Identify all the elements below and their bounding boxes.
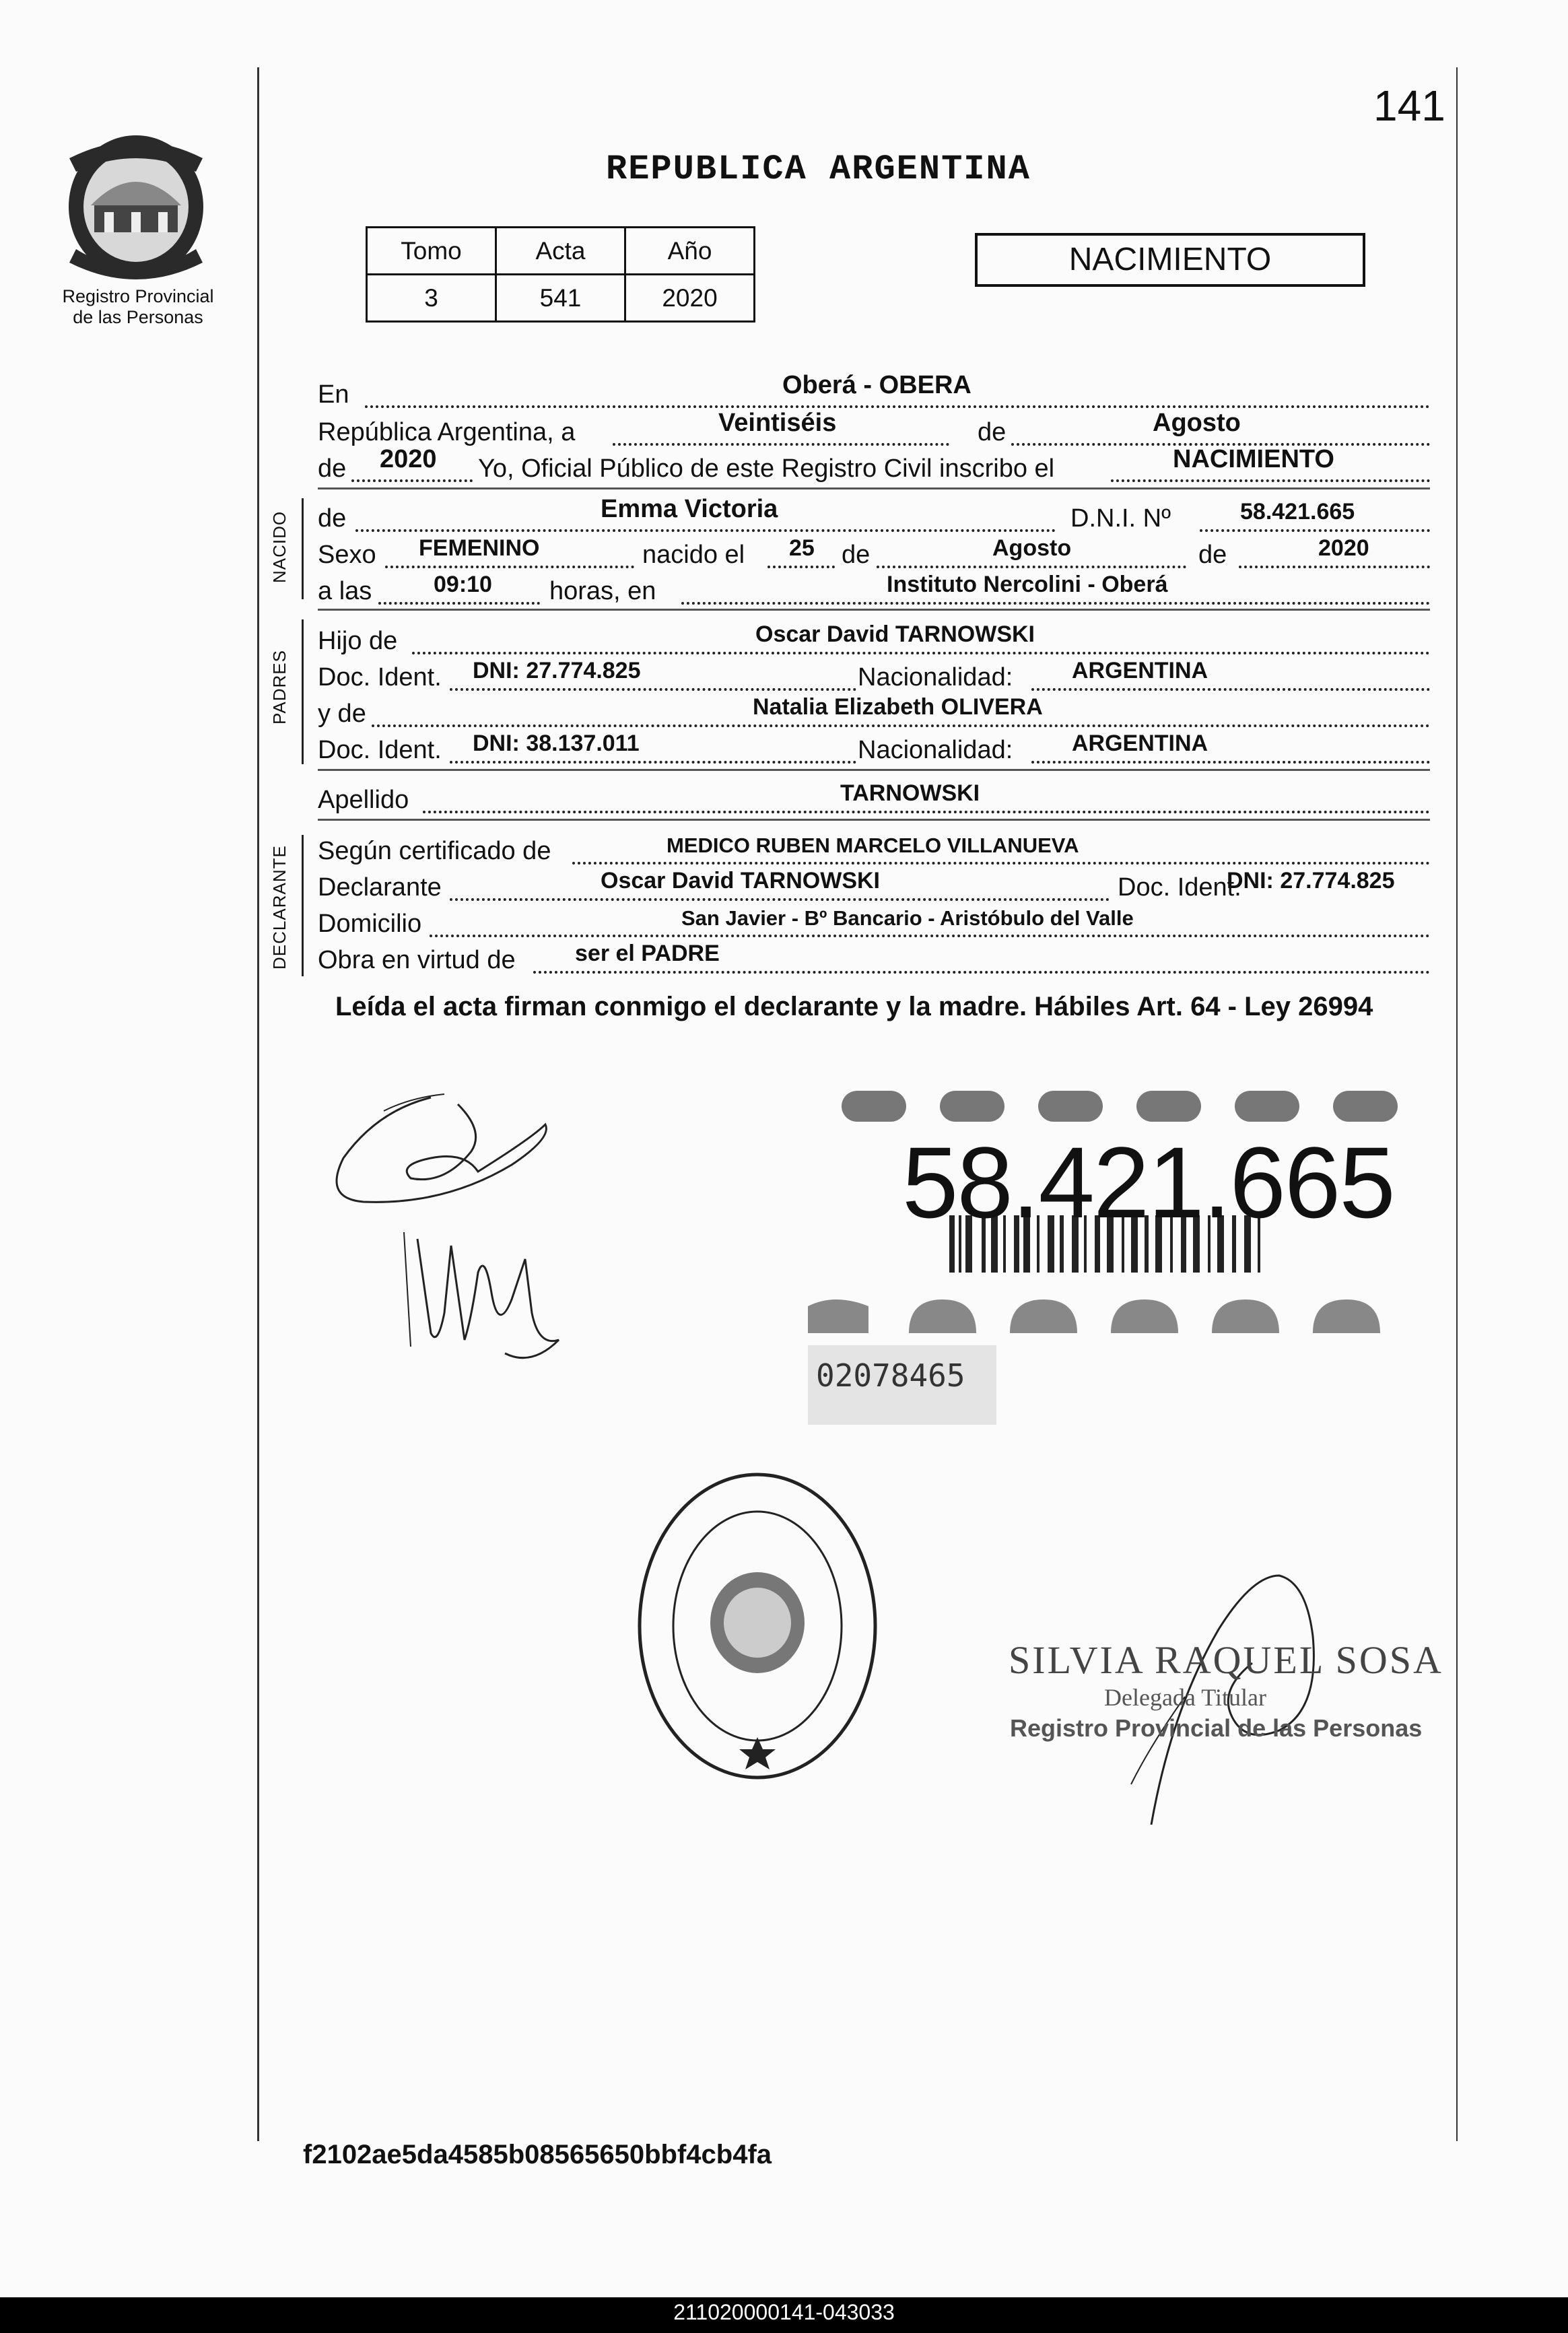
value-certificado: MEDICO RUBEN MARCELO VILLANUEVA bbox=[667, 834, 1079, 857]
header-anio: Año bbox=[625, 228, 755, 275]
value-acta: 541 bbox=[496, 275, 625, 322]
label-de-name: de bbox=[318, 504, 347, 533]
logo-caption-line2: de las Personas bbox=[73, 307, 203, 327]
value-birth-day: 25 bbox=[789, 535, 815, 561]
label-domicilio: Domicilio bbox=[318, 910, 422, 938]
declarante-label: DECLARANTE bbox=[269, 845, 289, 970]
separator-2 bbox=[318, 609, 1430, 611]
value-anio: 2020 bbox=[625, 275, 755, 322]
value-child-name: Emma Victoria bbox=[601, 495, 778, 523]
acta-table bbox=[366, 226, 755, 323]
value-father-doc: DNI: 27.774.825 bbox=[473, 658, 641, 683]
declarant-signature bbox=[310, 1084, 579, 1225]
value-decl-doc: DNI: 27.774.825 bbox=[1227, 868, 1395, 893]
value-inscribo: NACIMIENTO bbox=[1173, 445, 1334, 473]
header-acta: Acta bbox=[496, 228, 625, 275]
label-de-3: de bbox=[1198, 541, 1227, 569]
value-mother-doc: DNI: 38.137.011 bbox=[473, 731, 640, 756]
value-father: Oscar David TARNOWSKI bbox=[755, 621, 1035, 647]
label-apellido: Apellido bbox=[318, 786, 409, 814]
value-mother-nat: ARGENTINA bbox=[1072, 731, 1208, 756]
official-name: SILVIA RAQUEL SOSA bbox=[1009, 1638, 1443, 1682]
label-father-nat: Nacionalidad: bbox=[858, 663, 1013, 691]
label-de-2: de bbox=[842, 541, 871, 569]
nacido-label: NACIDO bbox=[269, 510, 289, 583]
label-nacido-el: nacido el bbox=[642, 541, 745, 569]
value-declarante: Oscar David TARNOWSKI bbox=[601, 868, 881, 893]
label-year-de: de bbox=[318, 454, 347, 483]
value-child-dni: 58.421.665 bbox=[1240, 499, 1355, 525]
row-inscribo bbox=[318, 445, 1430, 487]
value-month: Agosto bbox=[1153, 409, 1241, 437]
closing-statement: Leída el acta firman conmigo el declarante y la madre. Hábiles Art. 64 - Ley 26994 bbox=[335, 992, 1373, 1021]
padres-bracket bbox=[302, 619, 304, 764]
registry-seal bbox=[633, 1468, 882, 1784]
right-margin-line bbox=[1456, 67, 1458, 2141]
row-domicilio bbox=[318, 905, 1430, 943]
row-en bbox=[318, 371, 1430, 413]
value-obra: ser el PADRE bbox=[575, 941, 720, 966]
official-org: Registro Provincial de las Personas bbox=[1010, 1714, 1423, 1742]
label-dni: D.N.I. Nº bbox=[1070, 504, 1171, 533]
row-mother-doc bbox=[318, 731, 1430, 769]
row-obra bbox=[318, 941, 1430, 979]
separator-3 bbox=[318, 769, 1430, 771]
document-title: REPUBLICA ARGENTINA bbox=[606, 149, 1031, 189]
label-a-las: a las bbox=[318, 577, 372, 605]
left-margin-line bbox=[257, 67, 259, 2141]
label-decl-doc: Doc. Ident. bbox=[1118, 873, 1241, 902]
label-en: En bbox=[318, 380, 349, 409]
logo-caption-line1: Registro Provincial bbox=[62, 286, 214, 306]
logo-caption bbox=[40, 286, 236, 328]
acta-table-header bbox=[367, 228, 755, 275]
header-tomo: Tomo bbox=[367, 228, 496, 275]
row-apellido bbox=[318, 781, 1430, 819]
label-y-de: y de bbox=[318, 700, 366, 728]
label-sexo: Sexo bbox=[318, 541, 376, 569]
value-mother: Natalia Elizabeth OLIVERA bbox=[753, 694, 1043, 720]
document-hash: f2102ae5da4585b08565650bbf4cb4fa bbox=[303, 2140, 772, 2169]
footer-id: 211020000141-043033 bbox=[673, 2300, 895, 2324]
value-birth-year: 2020 bbox=[1318, 535, 1369, 561]
label-declarante: Declarante bbox=[318, 873, 442, 902]
label-republica: República Argentina, a bbox=[318, 418, 576, 446]
value-apellido: TARNOWSKI bbox=[840, 780, 980, 806]
acta-table-values bbox=[367, 275, 755, 322]
separator-4 bbox=[318, 819, 1430, 821]
label-obra: Obra en virtud de bbox=[318, 946, 516, 974]
value-sexo: FEMENINO bbox=[419, 535, 540, 561]
label-certificado: Según certificado de bbox=[318, 837, 551, 865]
padres-label: PADRES bbox=[269, 650, 289, 724]
value-year: 2020 bbox=[380, 445, 437, 473]
serial-stamp: 02078465 bbox=[816, 1357, 965, 1394]
label-hijo-de: Hijo de bbox=[318, 627, 398, 655]
value-tomo: 3 bbox=[367, 275, 496, 322]
value-father-nat: ARGENTINA bbox=[1072, 658, 1208, 683]
row-a-las bbox=[318, 572, 1430, 610]
provincia-misiones-logo bbox=[64, 131, 209, 283]
value-domicilio: San Javier - Bº Bancario - Aristóbulo del Valle bbox=[681, 906, 1134, 930]
mother-signature bbox=[390, 1212, 572, 1387]
label-mother-nat: Nacionalidad: bbox=[858, 736, 1013, 764]
value-birth-place: Instituto Nercolini - Oberá bbox=[887, 572, 1168, 597]
value-birth-time: 09:10 bbox=[434, 572, 492, 597]
label-horas-en: horas, en bbox=[549, 577, 656, 605]
value-day: Veintiséis bbox=[718, 409, 837, 437]
value-place: Oberá - OBERA bbox=[782, 371, 972, 399]
page-number: 141 bbox=[1373, 81, 1445, 130]
label-oficial: Yo, Oficial Público de este Registro Civil inscribo el bbox=[478, 454, 1055, 483]
record-type-box: NACIMIENTO bbox=[975, 233, 1365, 287]
label-father-doc: Doc. Ident. bbox=[318, 663, 442, 691]
nacido-bracket bbox=[302, 498, 304, 599]
value-birth-month: Agosto bbox=[992, 535, 1072, 561]
declarante-bracket bbox=[302, 835, 304, 976]
label-de: de bbox=[978, 418, 1007, 446]
official-role: Delegada Titular bbox=[1104, 1684, 1266, 1711]
id-sticker-number: 58.421.665 bbox=[902, 1126, 1394, 1239]
separator-1 bbox=[318, 487, 1430, 489]
label-mother-doc: Doc. Ident. bbox=[318, 736, 442, 764]
